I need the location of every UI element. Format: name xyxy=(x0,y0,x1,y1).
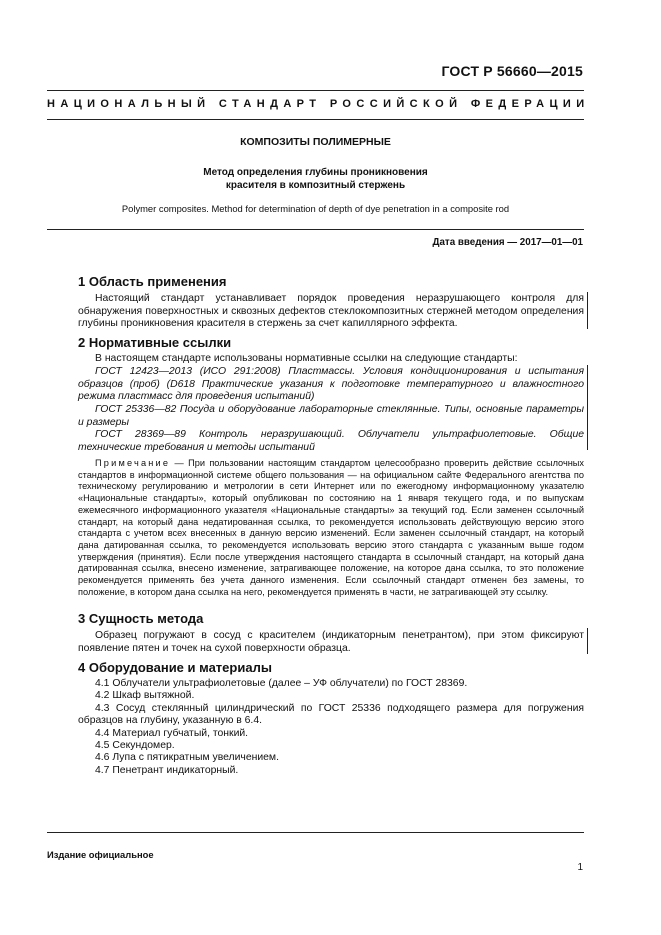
section-1-heading: 1 Область применения xyxy=(78,274,227,289)
list-item-text: 4.5 Секундомер. xyxy=(95,740,175,752)
list-item-text: 4.7 Пенетрант индикаторный. xyxy=(95,764,239,776)
section-2-intro xyxy=(78,353,584,366)
section-3-heading: 3 Сущность метода xyxy=(78,611,204,626)
list-item xyxy=(78,703,584,728)
reference-text: ГОСТ 12423—2013 (ИСО 291:2008) Пластмассы. Условия кондиционирования и испытания образцов (проб) (D618 Практические указания к подготовке температурного и влажностного режима пластмасс для проведения испытаний) xyxy=(78,366,584,403)
list-item xyxy=(78,678,584,690)
subtitle-line: Метод определения глубины проникновения xyxy=(203,167,428,178)
section-2-heading: 2 Нормативные ссылки xyxy=(78,335,232,350)
section-4-heading: 4 Оборудование и материалы xyxy=(78,660,272,675)
note-label: Примечание xyxy=(95,458,171,468)
english-title: Polymer composites. Method for determination of depth of dye penetration in a composite rod xyxy=(121,203,510,214)
list-item-text: 4.1 Облучатели ультрафиолетовые (далее – УФ облучатели) по ГОСТ 28369. xyxy=(95,678,468,689)
normative-reference xyxy=(78,429,584,454)
reference-text: ГОСТ 25336—82 Посуда и оборудование лабораторные стеклянные. Типы, основные параметры и размеры xyxy=(78,404,584,428)
note-block xyxy=(78,458,584,598)
list-item-text: 4.4 Материал губчатый, тонкий. xyxy=(95,727,249,739)
footer-rule xyxy=(47,832,584,833)
list-item xyxy=(78,740,584,752)
section-1-paragraph: Настоящий стандарт устанавливает порядок проведения неразрушающего контроля для обнаружения поверхностных и сквозных дефектов стеклокомпозитных стержней методом определения глубины проникновения красителя в стержень за счет капиллярного эффекта. xyxy=(78,293,584,330)
normative-reference xyxy=(78,404,584,429)
national-standard-banner: НАЦИОНАЛЬНЫЙ СТАНДАРТ РОССИЙСКОЙ ФЕДЕРАЦИИ xyxy=(47,98,590,110)
list-item-text: 4.3 Сосуд стеклянный цилиндрический по ГОСТ 25336 подходящего размера для погружения образцов на глубину, указанную в 6.4. xyxy=(78,702,584,727)
subtitle-line: красителя в композитный стержень xyxy=(225,180,406,191)
change-bar xyxy=(587,292,588,329)
list-item xyxy=(78,690,584,702)
note-text: — При пользовании настоящим стандартом целесообразно проверить действие ссылочных стандартов в информационной системе общего пользования — на официальном сайте Федерального агентства по техническому регулированию и метрологии в сети Интернет или по ежегодному информационному указателю «Национальные стандарты», который опубликован по состоянию на 1 января текущего года, и по выпускам ежемесячного информационного указателя «Национальные стандарты» за текущий год. Если заменен ссылочный стандарт, на который дана недатированная ссылка, то рекомендуется использовать действующую версию этого стандарта с учетом всех внесенных в данную версию изменений. Если заменен ссылочный стандарт, на который дана датированная ссылка, то рекомендуется использовать версию этого стандарта с указанным выше годом утверждения (принятия). Если после утверждения настоящего стандарта в ссылочный стандарт, на который дана датированная ссылка, внесено изменение, затрагивающее положение, на которое дана ссылка, то это положение рекомендуется применять без учета данного изменения. Если ссылочный стандарт отменен без замены, то положение, в котором дана ссылка на него, рекомендуется применять в части, не затрагивающей эту ссылку. xyxy=(78,458,584,597)
list-item xyxy=(78,765,584,777)
page-number: 1 xyxy=(577,862,583,873)
change-bar xyxy=(587,628,588,654)
list-item-text: 4.6 Лупа с пятикратным увеличением. xyxy=(95,752,279,764)
document-title: КОМПОЗИТЫ ПОЛИМЕРНЫЕ xyxy=(240,136,391,148)
normative-reference xyxy=(78,366,584,404)
title-rule xyxy=(47,229,584,230)
header-rule-bottom xyxy=(47,119,584,120)
list-item xyxy=(78,728,584,740)
section-1-text xyxy=(78,293,584,331)
standard-number: ГОСТ Р 56660—2015 xyxy=(441,63,583,79)
introduction-date: Дата введения — 2017—01—01 xyxy=(432,237,583,248)
list-item-text: 4.2 Шкаф вытяжной. xyxy=(95,690,195,702)
section-2-intro-text: В настоящем стандарте использованы нормативные ссылки на следующие стандарты: xyxy=(95,353,518,364)
header-rule-top xyxy=(47,90,584,91)
equipment-list xyxy=(78,678,584,777)
list-item xyxy=(78,752,584,764)
reference-text: ГОСТ 28369—89 Контроль неразрушающий. Облучатели ультрафиолетовые. Общие технические требования и методы испытаний xyxy=(78,429,584,453)
section-3-text xyxy=(78,630,584,655)
section-3-paragraph: Образец погружают в сосуд с красителем (индикаторным пенетрантом), при этом фиксируют появление пятен и точек на сухой поверхности образца. xyxy=(78,630,584,654)
document-subtitle xyxy=(47,166,584,192)
change-bar xyxy=(587,365,588,450)
official-edition-label: Издание официальное xyxy=(47,849,154,860)
